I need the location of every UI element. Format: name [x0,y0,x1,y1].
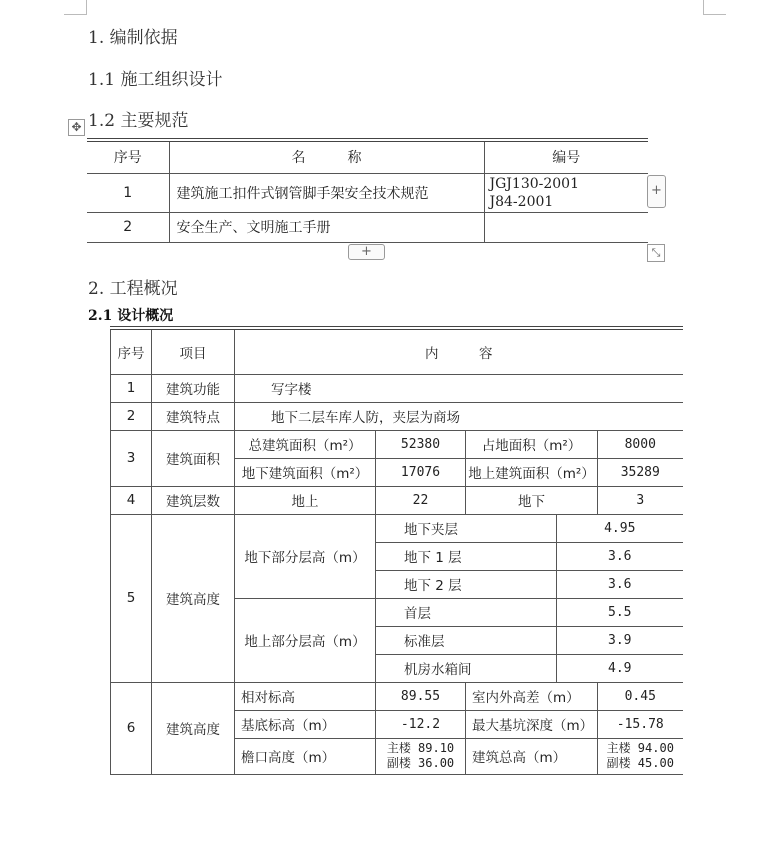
cell-value: 35289 [598,458,683,486]
row-code [484,212,648,242]
heading-1-1: 1.1 施工组织设计 [88,70,223,90]
header-cell-content: 内 容 [235,328,683,374]
row-no: 1 [87,173,169,212]
heading-1-2: 1.2 主要规范 [88,111,189,131]
cell-value: -15.78 [598,710,683,738]
value-line: 副楼 36.00 [386,756,455,770]
row-item: 建筑高度 [152,682,235,774]
header-cell-name: 名 称 [169,140,484,173]
page-corner-mark-left [64,0,87,15]
cell-label: 地下建筑面积（m²） [235,458,376,486]
row-name: 建筑施工扣件式钢管脚手架安全技术规范 [169,173,484,212]
cell-label: 最大基坑深度（m） [466,710,598,738]
cell-value: 89.55 [376,682,466,710]
value-line: 主楼 89.10 [386,741,455,755]
table-row [111,402,683,430]
row-no: 3 [111,430,152,486]
table-resize-icon[interactable]: ⤡ [647,244,665,262]
table-row [111,514,683,542]
cell-label: 地下 [466,486,598,514]
row-item: 建筑特点 [152,402,235,430]
code-line: JGJ130-2001 [489,175,579,192]
heading-2-1: 2.1 设计概况 [88,308,174,324]
cell-label: 基底标高（m） [235,710,376,738]
floor-height: 3.6 [557,542,683,570]
cell-label: 占地面积（m²） [466,430,598,458]
standards-table [87,138,648,243]
cell-label: 檐口高度（m） [235,738,376,774]
floor-name: 首层 [376,598,557,626]
floor-name: 标准层 [376,626,557,654]
cell-value [376,738,466,774]
cell-label: 地上建筑面积（m²） [466,458,598,486]
heading-1: 1. 编制依据 [88,28,178,48]
row-no: 4 [111,486,152,514]
table-row [111,486,683,514]
row-item: 建筑面积 [152,430,235,486]
cell-value: 17076 [376,458,466,486]
floor-name: 地下 1 层 [376,542,557,570]
row-no: 2 [111,402,152,430]
header-cell-item: 项目 [152,328,235,374]
add-row-plus-icon[interactable]: + [348,244,385,260]
table-header-row [87,140,648,173]
floor-height: 4.9 [557,654,683,682]
cell-label: 相对标高 [235,682,376,710]
table-row [111,430,683,458]
code-line: J84-2001 [489,193,554,210]
cell-label: 地上部分层高（m） [235,598,376,682]
table-row [111,374,683,402]
cell-value: 22 [376,486,466,514]
floor-height: 5.5 [557,598,683,626]
floor-height: 4.95 [557,514,683,542]
cell-label: 建筑总高（m） [466,738,598,774]
row-code [484,173,648,212]
row-value: 地下二层车库人防，夹层为商场 [235,402,683,430]
value-line: 主楼 94.00 [606,741,674,755]
row-item: 建筑层数 [152,486,235,514]
cell-value: 8000 [598,430,683,458]
floor-height: 3.6 [557,570,683,598]
row-no: 1 [111,374,152,402]
row-item: 建筑功能 [152,374,235,402]
row-no: 2 [87,212,169,242]
floor-name: 地下 2 层 [376,570,557,598]
row-item: 建筑高度 [152,514,235,682]
cell-value: 0.45 [598,682,683,710]
design-overview-table [110,326,683,775]
floor-name: 机房水箱间 [376,654,557,682]
page-corner-mark-right [703,0,726,15]
cell-value: -12.2 [376,710,466,738]
cell-label: 地上 [235,486,376,514]
add-column-plus-icon[interactable]: + [647,175,666,208]
table-row [87,212,648,242]
floor-height: 3.9 [557,626,683,654]
cell-label: 地下部分层高（m） [235,514,376,598]
header-cell-code: 编号 [484,140,648,173]
table-header-row [111,328,683,374]
cell-value: 52380 [376,430,466,458]
table-row [87,173,648,212]
header-cell-no: 序号 [111,328,152,374]
cell-label: 室内外高差（m） [466,682,598,710]
row-name: 安全生产、文明施工手册 [169,212,484,242]
cell-value [598,738,683,774]
row-no: 6 [111,682,152,774]
value-line: 副楼 45.00 [606,756,674,770]
heading-2: 2. 工程概况 [88,279,178,299]
floor-name: 地下夹层 [376,514,557,542]
cell-value: 3 [598,486,683,514]
row-no: 5 [111,514,152,682]
header-cell-no: 序号 [87,140,169,173]
table-move-handle-icon[interactable]: ✥ [68,119,85,136]
cell-label: 总建筑面积（m²） [235,430,376,458]
table-row [111,682,683,710]
row-value: 写字楼 [235,374,683,402]
